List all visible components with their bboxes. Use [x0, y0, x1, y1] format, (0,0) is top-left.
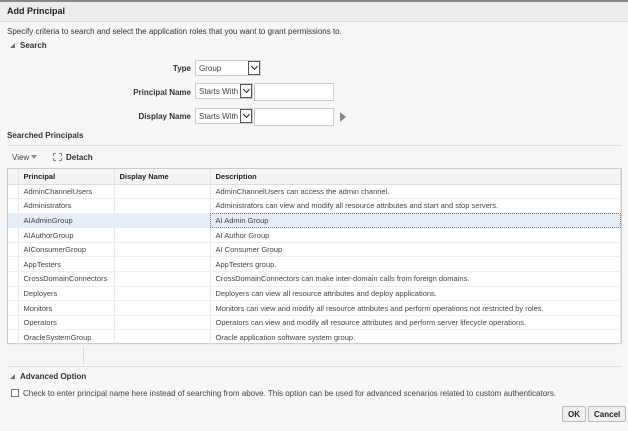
advanced-checkbox-label: Check to enter principal name here instead of searching from above. This option can be used for advanced scenarios related to custom authenticators. — [23, 389, 557, 398]
search-arrow-icon[interactable] — [340, 112, 346, 122]
cell-description: Monitors can view and modify all resource attributes and perform operations not restricted by roles. — [210, 301, 621, 316]
table-header-row — [8, 169, 621, 184]
cell-description: Deployers can view all resource attributes and deploy applications. — [210, 286, 621, 301]
table-row[interactable] — [8, 315, 621, 330]
cell-principal: Operators — [18, 315, 114, 330]
table-row[interactable] — [8, 199, 621, 214]
display-name-input[interactable] — [254, 108, 334, 126]
divider — [7, 366, 622, 367]
cell-display-name — [114, 184, 210, 199]
principal-name-operator-select[interactable] — [195, 83, 253, 99]
chevron-down-icon — [248, 61, 260, 75]
advanced-checkbox[interactable] — [11, 389, 19, 397]
table-row[interactable] — [8, 228, 621, 243]
cell-display-name — [114, 272, 210, 287]
row-selector[interactable] — [8, 228, 18, 243]
collapse-triangle-icon — [10, 374, 15, 379]
chevron-down-icon — [240, 84, 252, 98]
dialog-title-bar — [0, 0, 628, 22]
collapse-triangle-icon — [10, 43, 15, 48]
cell-display-name — [114, 228, 210, 243]
row-selector[interactable] — [8, 286, 18, 301]
principal-name-label: Principal Name — [133, 88, 191, 97]
cell-principal: AIAdminGroup — [18, 213, 114, 228]
advanced-header: Advanced Option — [20, 372, 87, 381]
instructions: Specify criteria to search and select the application roles that you want to grant permissions to. — [7, 27, 342, 36]
cell-principal: AppTesters — [18, 257, 114, 272]
row-selector[interactable] — [8, 330, 18, 345]
cell-principal: OracleSystemGroup — [18, 330, 114, 345]
cell-description: AppTesters group. — [210, 257, 621, 272]
row-selector[interactable] — [8, 272, 18, 287]
cell-principal: CrossDomainConnectors — [18, 272, 114, 287]
table-row[interactable] — [8, 257, 621, 272]
cell-principal: Deployers — [18, 286, 114, 301]
row-selector[interactable] — [8, 315, 18, 330]
detach-icon — [53, 153, 62, 161]
divider — [83, 346, 84, 364]
cell-display-name — [114, 213, 210, 228]
cell-display-name — [114, 330, 210, 345]
cell-display-name — [114, 242, 210, 257]
cell-display-name — [114, 315, 210, 330]
table-row[interactable] — [8, 330, 621, 345]
detach-label: Detach — [66, 153, 93, 162]
view-label: View — [12, 153, 30, 162]
type-value: Group — [199, 63, 222, 73]
select-column-header — [8, 169, 18, 184]
chevron-down-icon — [240, 109, 252, 123]
table-row[interactable] — [8, 272, 621, 287]
cell-description: AI Consumer Group — [210, 242, 621, 257]
row-selector[interactable] — [8, 257, 18, 272]
search-header: Search — [20, 41, 47, 50]
cell-display-name — [114, 199, 210, 214]
cell-principal: Administrators — [18, 199, 114, 214]
cell-display-name — [114, 286, 210, 301]
cell-principal: AIConsumerGroup — [18, 242, 114, 257]
cell-principal: Monitors — [18, 301, 114, 316]
search-section-toggle[interactable] — [10, 41, 47, 50]
table-row[interactable] — [8, 184, 621, 199]
principal-name-input[interactable] — [254, 83, 334, 101]
table-row[interactable] — [8, 242, 621, 257]
dropdown-arrow-icon — [31, 155, 37, 159]
cell-principal: AdminChannelUsers — [18, 184, 114, 199]
detach-button[interactable] — [53, 153, 93, 162]
table-row[interactable] — [8, 301, 621, 316]
row-selector[interactable] — [8, 242, 18, 257]
cell-description: AI Admin Group — [210, 213, 621, 228]
cell-display-name — [114, 257, 210, 272]
divider — [7, 145, 622, 146]
table-row[interactable] — [8, 213, 621, 228]
cell-description: Oracle application software system group. — [210, 330, 621, 345]
row-selector[interactable] — [8, 184, 18, 199]
type-label: Type — [172, 64, 191, 73]
cell-display-name — [114, 301, 210, 316]
cancel-button[interactable]: Cancel — [588, 406, 626, 422]
cell-description: Administrators can view and modify all resource attributes and start and stop servers. — [210, 199, 621, 214]
display-name-operator-select[interactable] — [195, 108, 253, 124]
display-name-label: Display Name — [138, 112, 191, 121]
column-header-principal[interactable]: Principal — [18, 169, 114, 184]
column-header-description[interactable]: Description — [210, 169, 621, 184]
cell-description: Operators can view and modify all resource attributes and perform server lifecycle operations. — [210, 315, 621, 330]
row-selector[interactable] — [8, 213, 18, 228]
row-selector[interactable] — [8, 301, 18, 316]
view-menu[interactable] — [12, 153, 37, 162]
ok-button[interactable]: OK — [562, 406, 586, 422]
operator-value: Starts With — [199, 86, 239, 96]
advanced-section-toggle[interactable] — [10, 372, 86, 381]
cell-description: CrossDomainConnectors can make inter-domain calls from foreign domains. — [210, 272, 621, 287]
operator-value: Starts With — [199, 111, 239, 121]
column-header-display-name[interactable]: Display Name — [114, 169, 210, 184]
table-row[interactable] — [8, 286, 621, 301]
type-select[interactable] — [195, 60, 261, 76]
searched-principals-header: Searched Principals — [7, 131, 84, 140]
row-selector[interactable] — [8, 199, 18, 214]
principals-table — [7, 168, 622, 344]
cell-principal: AIAuthorGroup — [18, 228, 114, 243]
cell-description: AdminChannelUsers can access the admin channel. — [210, 184, 621, 199]
cell-description: AI Author Group — [210, 228, 621, 243]
dialog-title: Add Principal — [7, 6, 66, 16]
